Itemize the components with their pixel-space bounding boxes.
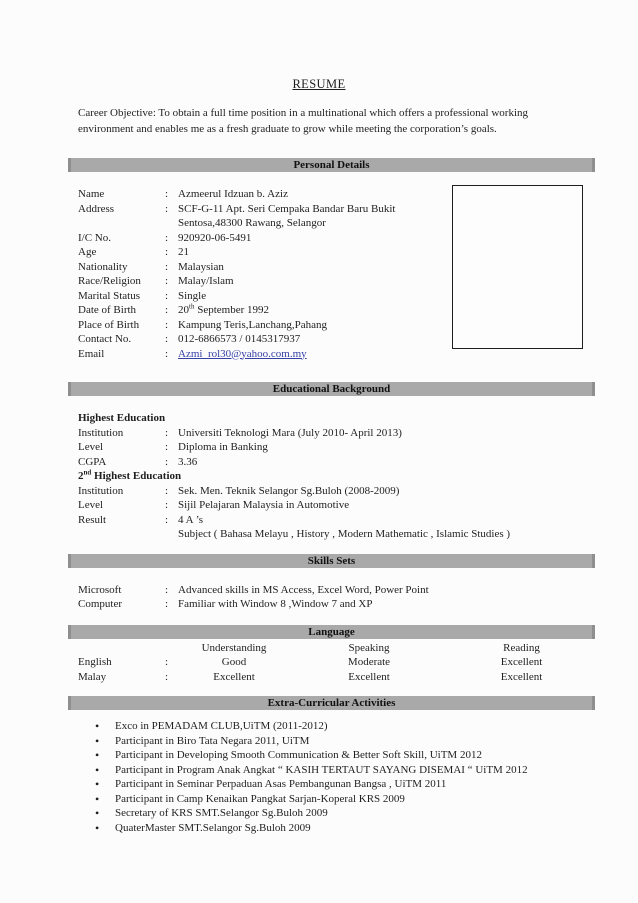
colon-separator: :	[165, 455, 169, 468]
colon-separator: :	[165, 289, 169, 302]
language-column-reading: Reading	[503, 641, 540, 654]
field-label: Institution	[78, 426, 124, 439]
list-item	[95, 763, 595, 778]
list-item	[95, 748, 595, 763]
skill-row-microsoft	[78, 583, 595, 598]
section-heading-text: Personal Details	[293, 159, 370, 171]
field-label: Date of Birth	[78, 304, 137, 316]
title-ordinal-suffix: nd	[83, 468, 92, 477]
language-level: Excellent	[348, 670, 390, 683]
colon-separator: :	[165, 441, 169, 453]
activity-text: Participant in Seminar Perpaduan Asas Pembangunan Bangsa , UiTM 2011	[115, 778, 447, 790]
title-number: 2	[78, 470, 84, 482]
language-name: Malay	[78, 670, 107, 683]
colon-separator: :	[165, 202, 169, 215]
activity-text: Participant in Camp Kenaikan Pangkat Sarjan-Koperal KRS 2009	[115, 792, 405, 805]
field-value: Malay/Islam	[178, 275, 234, 287]
career-objective: Career Objective: To obtain a full time position in a multinational which offers a professional working environment and enables me as a fresh graduate to grow while meeting the corporation’s goals.	[78, 107, 529, 135]
bullet-icon: •	[95, 791, 100, 806]
field-label: Microsoft	[78, 583, 122, 596]
field-value: 3.36	[178, 455, 198, 468]
field-label: CGPA	[78, 455, 107, 468]
field-value: Kampung Teris,Lanchang,Pahang	[178, 318, 328, 331]
field-label: Nationality	[78, 260, 128, 273]
list-item	[95, 734, 595, 749]
bullet-icon: •	[95, 762, 100, 777]
field-label: Result	[78, 513, 107, 526]
colon-separator: :	[165, 347, 169, 360]
field-label: Institution	[78, 484, 124, 497]
activity-text: Participant in Developing Smooth Communication & Better Soft Skill, UiTM 2012	[115, 749, 482, 761]
education-row-cgpa	[78, 455, 595, 470]
bullet-icon: •	[95, 748, 100, 762]
field-label: Place of Birth	[78, 318, 140, 331]
colon-separator: :	[165, 426, 169, 439]
spacer	[165, 641, 178, 656]
language-level: Good	[221, 656, 247, 668]
colon-separator: :	[165, 304, 169, 316]
language-name: English	[78, 656, 112, 668]
language-header-row	[78, 641, 595, 656]
field-value	[178, 513, 595, 542]
education-row-institution-2	[78, 484, 595, 499]
spacer	[78, 641, 165, 656]
language-column-understanding: Understanding	[201, 641, 267, 654]
language-level: Moderate	[347, 656, 391, 668]
colon-separator: :	[165, 333, 169, 345]
field-label: I/C No.	[78, 231, 111, 244]
highest-education-title: Highest Education	[78, 412, 166, 424]
field-label: Level	[78, 499, 104, 511]
section-heading-text: Educational Background	[272, 383, 391, 395]
field-value: 012-6866573 / 0145317937	[178, 333, 301, 345]
activity-text: QuaterMaster SMT.Selangor Sg.Buloh 2009	[115, 821, 311, 834]
activity-text: Secretary of KRS SMT.Selangor Sg.Buloh 2009	[115, 807, 328, 819]
bullet-icon: •	[95, 777, 100, 791]
colon-separator: :	[165, 188, 169, 200]
field-value: Universiti Teknologi Mara (July 2010- April 2013)	[178, 426, 402, 439]
field-label: Race/Religion	[78, 275, 141, 287]
list-item	[95, 821, 595, 836]
activity-text: Exco in PEMADAM CLUB,UiTM (2011-2012)	[115, 720, 328, 732]
dob-ordinal-suffix: th	[189, 302, 195, 311]
field-label: Age	[78, 246, 97, 258]
colon-separator: :	[165, 583, 169, 596]
section-header-skills-sets	[68, 554, 595, 568]
result-grade: 4 A ’s	[178, 513, 204, 526]
education-row-result	[78, 513, 595, 542]
bullet-icon: •	[95, 820, 100, 835]
field-label: Marital Status	[78, 289, 141, 302]
language-level: Excellent	[213, 670, 255, 683]
field-value: 21	[178, 246, 189, 258]
skill-row-computer	[78, 597, 595, 612]
dob-day: 20	[178, 304, 189, 316]
colon-separator: :	[165, 484, 169, 497]
bullet-icon: •	[95, 806, 100, 820]
section-heading-text: Extra-Curricular Activities	[267, 697, 396, 709]
field-value: Sijil Pelajaran Malaysia in Automotive	[178, 499, 350, 511]
section-header-educational-background	[68, 382, 595, 396]
dob-month-year: September 1992	[194, 304, 269, 316]
list-item	[95, 719, 595, 734]
language-row-malay	[78, 670, 595, 685]
field-value: Familiar with Window 8 ,Window 7 and XP	[178, 598, 373, 610]
section-heading-text: Skills Sets	[307, 554, 356, 567]
activity-text: Participant in Program Anak Angkat “ KASIH TERTAUT SAYANG DISEMAI “ UiTM 2012	[115, 763, 528, 776]
colon-separator: :	[165, 246, 169, 258]
language-level: Excellent	[500, 670, 543, 683]
colon-separator: :	[165, 275, 169, 287]
field-value: Advanced skills in MS Access, Excel Word, Power Point	[178, 583, 429, 596]
field-label: Contact No.	[78, 333, 132, 345]
section-header-personal-details	[68, 158, 595, 172]
section-header-language	[68, 625, 595, 639]
colon-separator: :	[165, 598, 169, 610]
colon-separator: :	[165, 499, 169, 511]
colon-separator: :	[165, 670, 169, 683]
colon-separator: :	[165, 656, 169, 668]
email-link[interactable]: Azmi_rol30@yahoo.com.my	[178, 347, 307, 360]
skills-section	[78, 583, 595, 612]
photo-placeholder	[452, 185, 583, 349]
field-label: Email	[78, 347, 105, 360]
language-section	[78, 641, 595, 685]
field-value: Azmeerul Idzuan b. Aziz	[178, 188, 288, 200]
field-label: Computer	[78, 598, 122, 610]
field-label: Name	[78, 188, 105, 200]
education-row-institution	[78, 426, 595, 441]
page-title: RESUME	[292, 77, 346, 91]
field-label: Level	[78, 441, 104, 453]
list-item	[95, 792, 595, 807]
language-level: Excellent	[500, 656, 543, 668]
activities-list	[95, 719, 595, 835]
section-heading-text: Language	[308, 625, 355, 638]
bullet-icon: •	[95, 719, 100, 733]
section-header-extra-curricular	[68, 696, 595, 710]
education-row-level	[78, 440, 595, 455]
language-row-english	[78, 655, 595, 670]
field-value: 920920-06-5491	[178, 231, 252, 244]
colon-separator: :	[165, 513, 169, 526]
second-highest-education-title	[78, 469, 595, 484]
field-value: Sek. Men. Teknik Selangor Sg.Buloh (2008-2009)	[178, 484, 400, 497]
list-item	[95, 777, 595, 792]
field-value: Malaysian	[178, 260, 224, 273]
field-label: Address	[78, 202, 115, 215]
bullet-icon: •	[95, 733, 100, 748]
activity-text: Participant in Biro Tata Negara 2011, UiTM	[115, 734, 310, 747]
address-line-1: SCF-G-11 Apt. Seri Cempaka Bandar Baru Bukit	[178, 202, 396, 215]
education-section	[78, 411, 595, 542]
field-value: Diploma in Banking	[178, 441, 268, 453]
title-rest: Highest Education	[91, 470, 182, 482]
language-column-speaking: Speaking	[348, 641, 390, 654]
education-row-level-2	[78, 498, 595, 513]
colon-separator: :	[165, 231, 169, 244]
field-value: Single	[178, 289, 207, 302]
list-item	[95, 806, 595, 821]
result-subjects: Subject ( Bahasa Melayu , History , Modern Mathematic , Islamic Studies )	[178, 528, 511, 540]
colon-separator: :	[165, 318, 169, 331]
address-line-2: Sentosa,48300 Rawang, Selangor	[178, 217, 326, 229]
colon-separator: :	[165, 260, 169, 273]
